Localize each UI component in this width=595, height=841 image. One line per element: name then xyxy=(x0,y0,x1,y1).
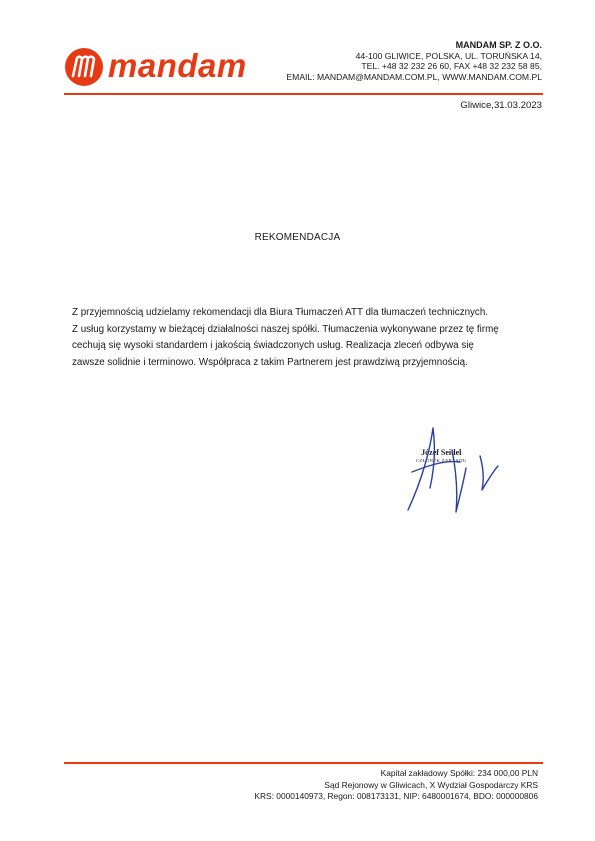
letter-date: Gliwice,31.03.2023 xyxy=(460,100,542,111)
letter-title: REKOMENDACJA xyxy=(254,232,341,243)
footer-capital: Kapitał zakładowy Spółki: 234 000,00 PLN xyxy=(380,768,538,778)
handwritten-signature xyxy=(400,410,510,522)
header-divider xyxy=(64,93,543,95)
footer-registry: KRS: 0000140973, Regon: 008173131, NIP: 6480001674, BDO: 000000806 xyxy=(254,791,538,801)
company-header xyxy=(286,40,542,82)
stamp-role: CZŁONEK ZARZĄDU xyxy=(416,458,467,463)
logo-wordmark: mandam xyxy=(108,47,247,84)
company-address: 44-100 GLIWICE, POLSKA, UL. TORUŃSKA 14, xyxy=(355,50,542,61)
body-line: cechują się wysoki standardem i jakością świadczonych usług. Realizacja zleceń odbywa się xyxy=(72,340,474,352)
body-line: Z usług korzystamy w bieżącej działalności naszej spółki. Tłumaczenia wykonywane przez tę firmę xyxy=(72,323,499,335)
company-email-web: EMAIL: MANDAM@MANDAM.COM.PL, WWW.MANDAM.COM.PL xyxy=(286,71,542,82)
body-line: zawsze solidnie i terminowo. Współpraca z takim Partnerem jest prawdziwą przyjemnością. xyxy=(72,356,468,368)
footer-divider xyxy=(64,762,543,764)
company-footer xyxy=(254,768,538,803)
stamp-name: Józef Seidel xyxy=(421,448,462,457)
footer-court: Sąd Rejonowy w Gliwicach, X Wydział Gospodarczy KRS xyxy=(324,779,538,790)
letter-body xyxy=(72,305,552,371)
body-line: Z przyjemnością udzielamy rekomendacji dla Biura Tłumaczeń ATT dla tłumaczeń technicznych. xyxy=(72,307,489,318)
company-name: MANDAM SP. Z O.O. xyxy=(455,40,542,50)
company-phone-fax: TEL. +48 32 232 26 60, FAX +48 32 232 58 85, xyxy=(361,61,542,72)
company-logo xyxy=(64,45,270,89)
